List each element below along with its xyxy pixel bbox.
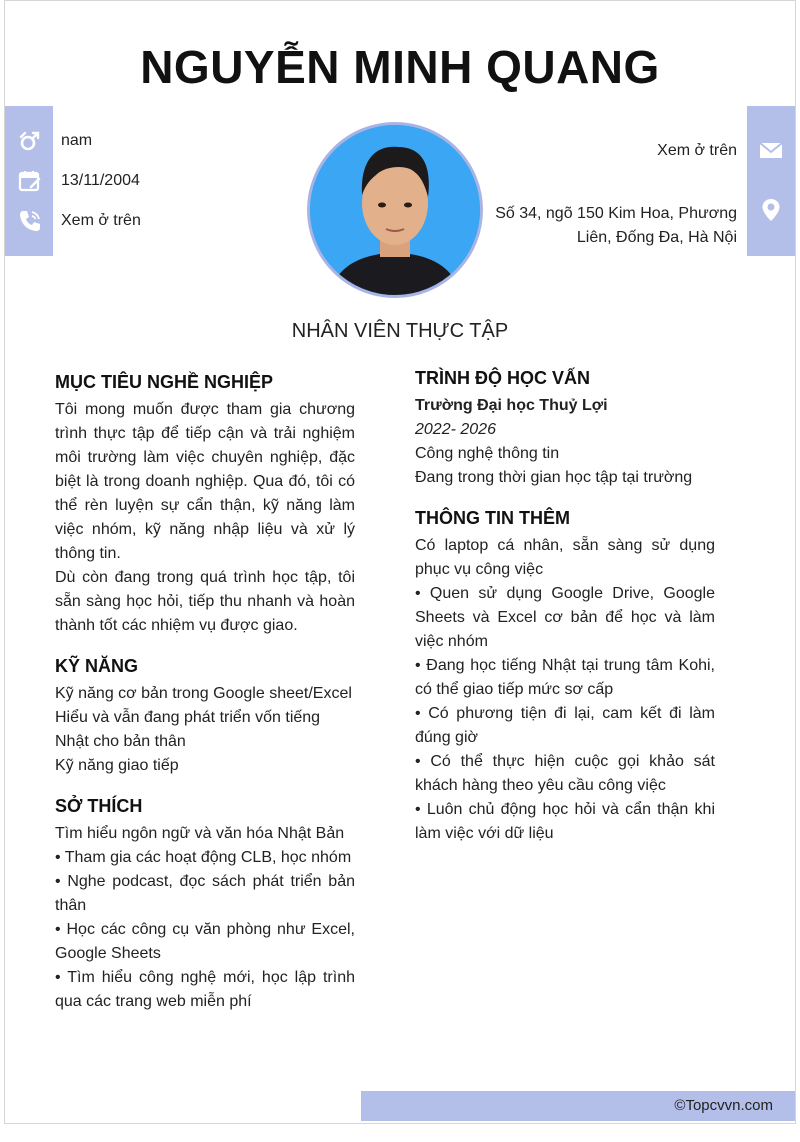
hobbies-title: SỞ THÍCH xyxy=(55,796,143,816)
education-section xyxy=(415,366,715,490)
footer-bar xyxy=(361,1091,795,1121)
hobby-item: • Nghe podcast, đọc sách phát triển bản thân xyxy=(55,873,355,914)
skill-item: Hiểu và vẫn đang phát triển vốn tiếng Nhật cho bản thân xyxy=(55,709,321,750)
hobby-item: Tìm hiểu ngôn ngữ và văn hóa Nhật Bản xyxy=(55,825,345,842)
phone-icon xyxy=(17,208,43,234)
right-column xyxy=(415,366,715,862)
location-icon xyxy=(758,197,784,223)
objective-title: MỤC TIÊU NGHỀ NGHIỆP xyxy=(55,372,274,392)
extra-item: • Có phương tiện đi lại, cam kết đi làm đúng giờ xyxy=(415,705,715,746)
education-title: TRÌNH ĐỘ HỌC VẤN xyxy=(415,368,590,388)
gender-value: nam xyxy=(61,132,93,149)
right-contact-bar xyxy=(747,106,795,256)
skill-item: Kỹ năng cơ bản trong Google sheet/Excel xyxy=(55,685,352,702)
email-icon xyxy=(758,137,784,163)
skills-section xyxy=(55,654,355,778)
skills-title: KỸ NĂNG xyxy=(55,656,139,676)
profile-photo xyxy=(307,122,483,298)
phone-value: Xem ở trên xyxy=(61,212,141,229)
left-column xyxy=(55,370,355,1030)
hobby-item: • Tìm hiểu công nghệ mới, học lập trình qua các trang web miễn phí xyxy=(55,969,355,1010)
extra-info-section xyxy=(415,506,715,846)
candidate-name: NGUYỄN MINH QUANG xyxy=(140,41,660,93)
hobby-item: • Tham gia các hoạt động CLB, học nhóm xyxy=(55,849,352,866)
address-line-2: Liên, Đống Đa, Hà Nội xyxy=(576,229,737,246)
major: Công nghệ thông tin xyxy=(415,445,560,462)
school-name: Trường Đại học Thuỷ Lợi xyxy=(415,397,608,414)
extra-item: • Luôn chủ động học hỏi và cẩn thận khi làm việc với dữ liệu xyxy=(415,801,715,842)
extra-item: • Có thể thực hiện cuộc gọi khảo sát khách hàng theo yêu cầu công việc xyxy=(415,753,715,794)
hobbies-section xyxy=(55,794,355,1014)
email-value: Xem ở trên xyxy=(657,142,737,159)
extra-item: • Quen sử dụng Google Drive, Google Sheets và Excel cơ bản để học và làm việc nhóm xyxy=(415,585,715,650)
extra-item: • Đang học tiếng Nhật tại trung tâm Kohi, có thể giao tiếp mức sơ cấp xyxy=(415,657,715,698)
dob-value: 13/11/2004 xyxy=(61,172,140,189)
gender-icon xyxy=(17,128,43,154)
study-period: 2022- 2026 xyxy=(415,421,496,438)
hobby-item: • Học các công cụ văn phòng như Excel, Google Sheets xyxy=(55,921,355,962)
objective-section xyxy=(55,370,355,638)
address-line-1: Số 34, ngõ 150 Kim Hoa, Phương xyxy=(495,205,737,222)
extra-info-title: THÔNG TIN THÊM xyxy=(415,508,570,528)
left-contact-bar xyxy=(5,106,53,256)
footer-credit: ©Topcvvn.com xyxy=(674,1097,773,1114)
objective-paragraph-1: Tôi mong muốn được tham gia chương trình thực tập để tiếp cận và trải nghiệm môi trường làm việc chuyên nghiệp, đặc biệt là trong doanh nghiệp. Qua đó, tôi có thể rèn luyện sự cẩn thận, kỹ năng làm việc nhóm, kỹ năng nhập liệu và xử lý thông tin. xyxy=(55,401,355,562)
calendar-icon xyxy=(17,168,43,194)
job-title: NHÂN VIÊN THỰC TẬP xyxy=(291,320,509,342)
skill-item: Kỹ năng giao tiếp xyxy=(55,757,179,774)
study-status: Đang trong thời gian học tập tại trường xyxy=(415,469,693,486)
extra-item: Có laptop cá nhân, sẵn sàng sử dụng phục vụ công việc xyxy=(415,537,715,578)
objective-paragraph-2: Dù còn đang trong quá trình học tập, tôi sẵn sàng học hỏi, tiếp thu nhanh và hoàn thành tốt các nhiệm vụ được giao. xyxy=(55,569,355,634)
address-value xyxy=(495,202,737,250)
